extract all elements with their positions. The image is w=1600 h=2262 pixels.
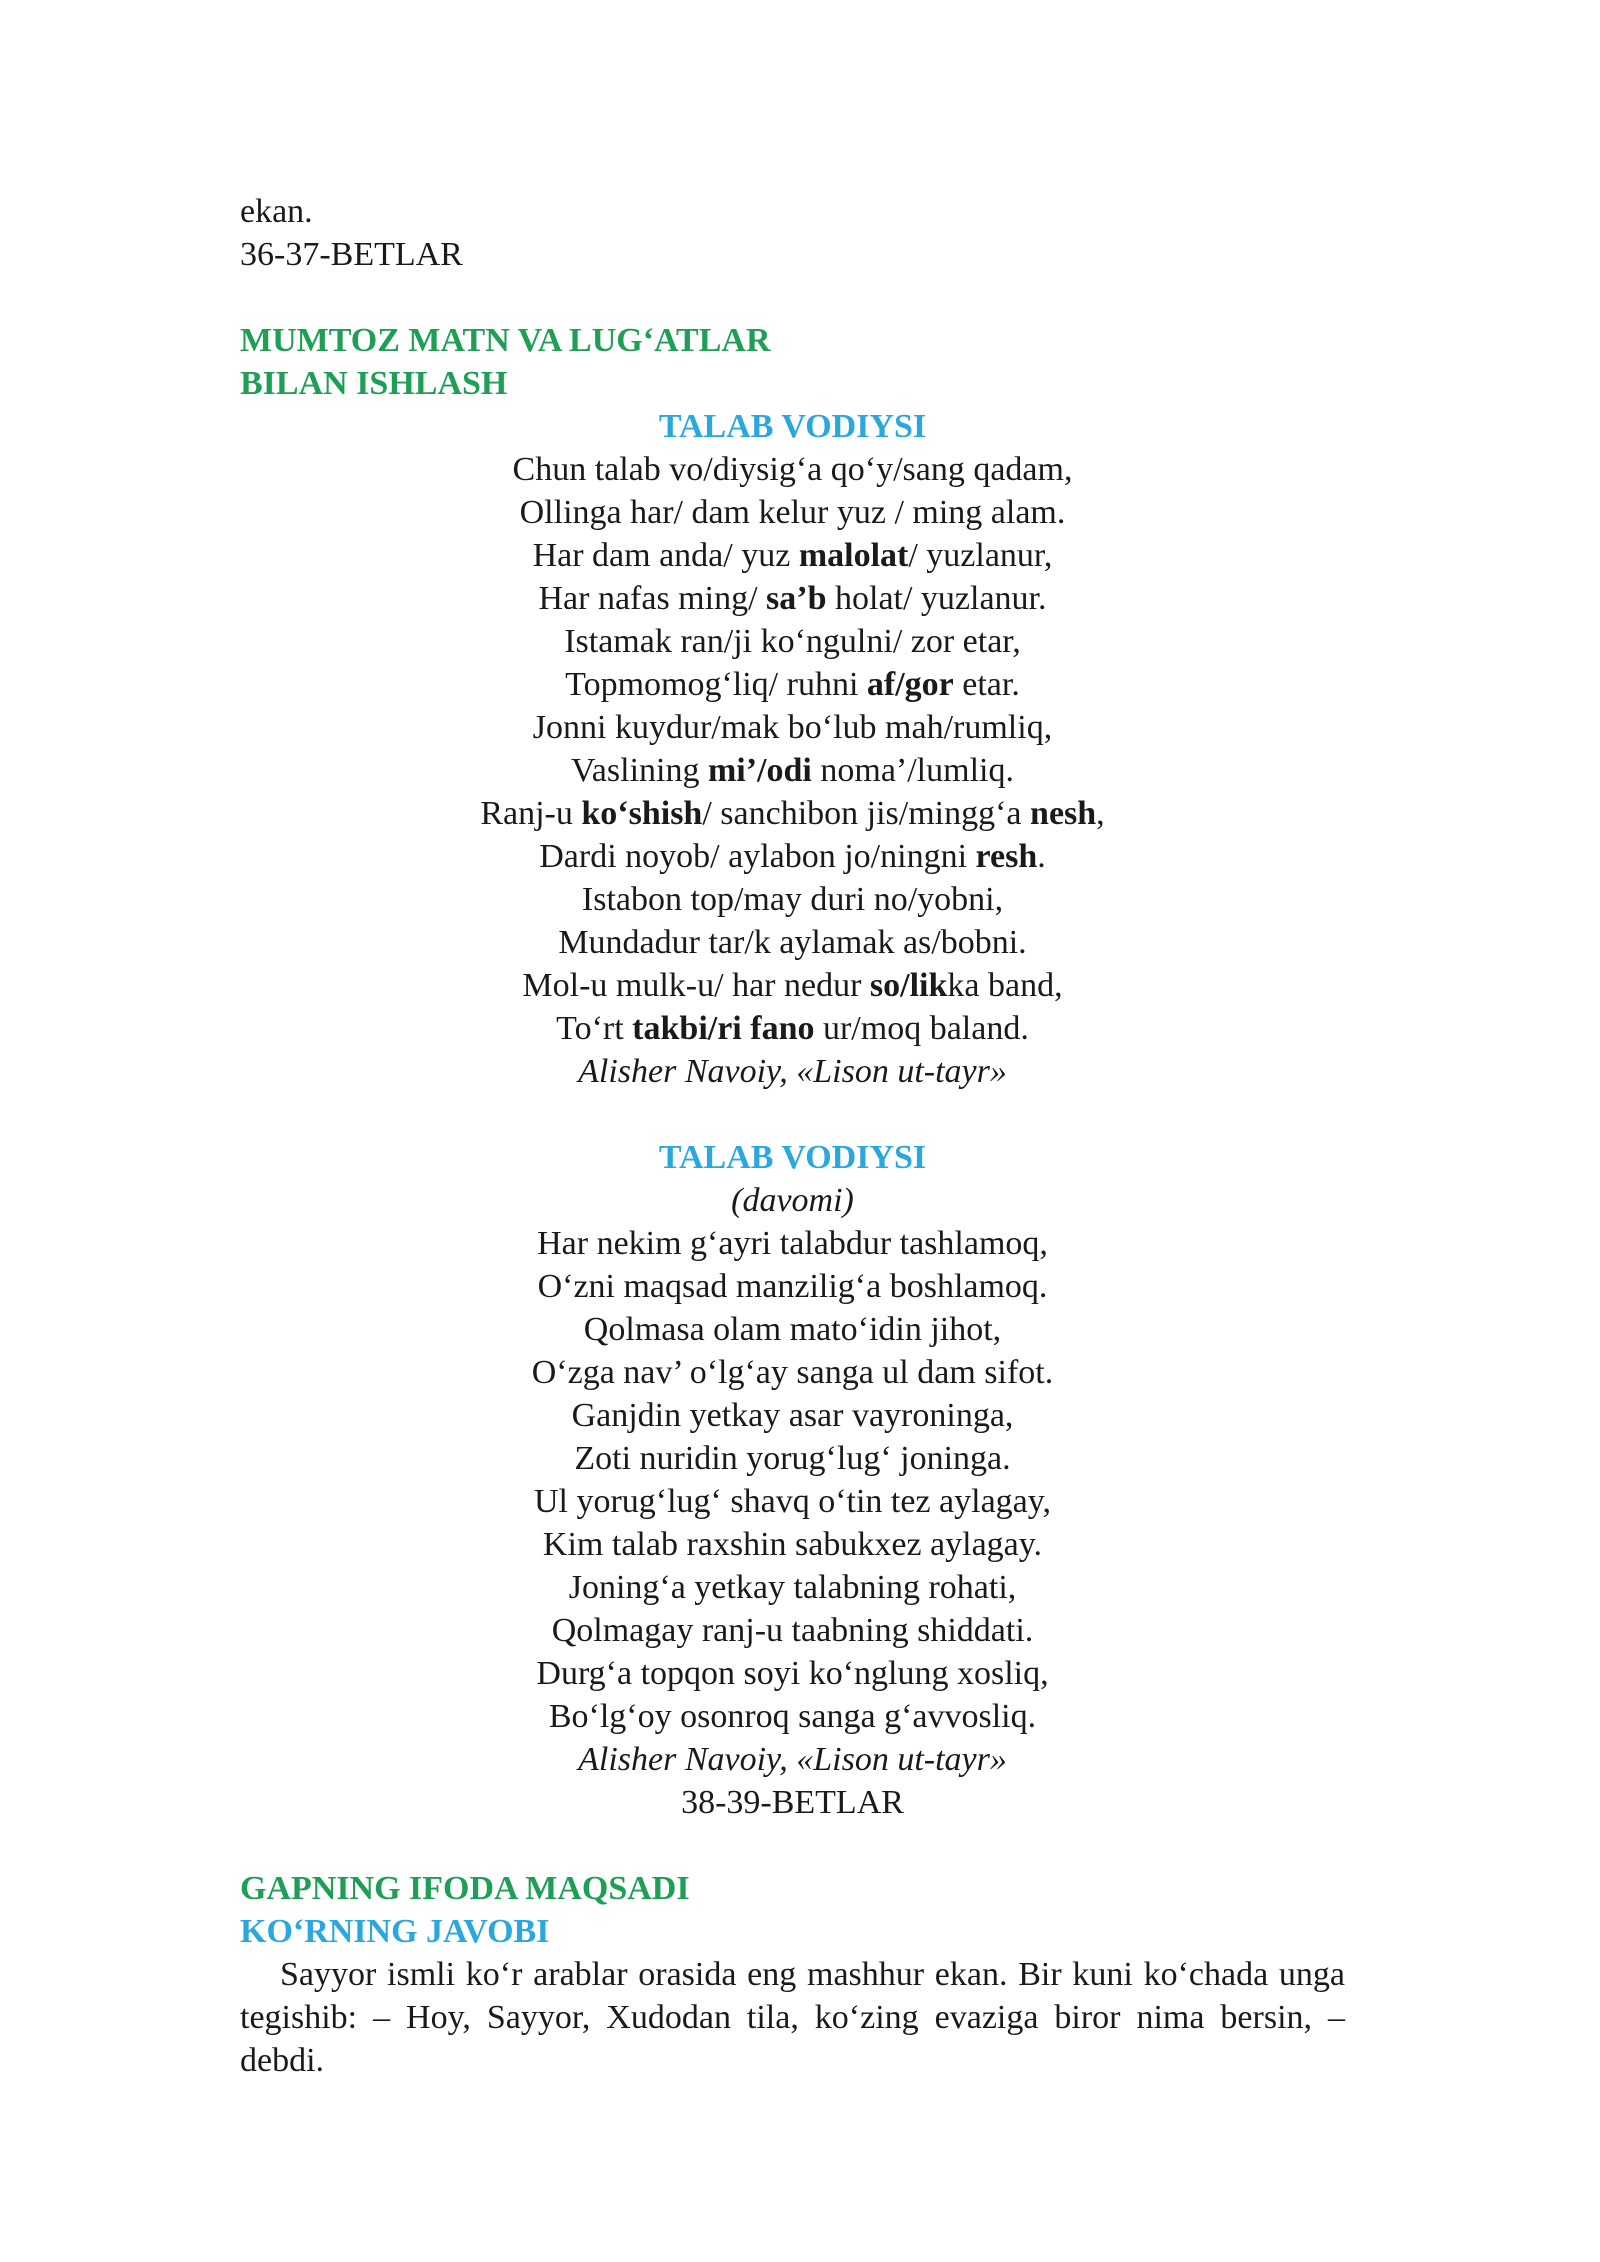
poem-text: Har nafas ming/ <box>538 580 767 617</box>
spacer <box>240 1824 1345 1867</box>
poem-line <box>240 792 1345 835</box>
poem-line: O‘zni maqsad manzilig‘a boshlamoq. <box>537 1268 1048 1305</box>
poem-line: O‘zga nav’ o‘lg‘ay sanga ul dam sifot. <box>531 1354 1054 1391</box>
poem-text: Mundadur tar/k aylamak as/bobni. <box>558 924 1027 961</box>
glossary-term: af/gor <box>866 666 954 703</box>
poem-title: TALAB VODIYSI <box>658 1139 927 1176</box>
poem-subtitle: (davomi) <box>731 1182 854 1219</box>
poem-text: / yuzlanur, <box>908 537 1053 574</box>
poem-title: TALAB VODIYSI <box>658 408 927 445</box>
poem-text: Topmomog‘liq/ ruhni <box>565 666 867 703</box>
poem-line <box>240 448 1345 491</box>
poem-line: Durg‘a topqon soyi ko‘nglung xosliq, <box>536 1655 1049 1692</box>
story-title: KO‘RNING JAVOBI <box>240 1913 550 1950</box>
poem-text: ur/moq baland. <box>814 1010 1029 1047</box>
poem-text: Dardi noyob/ aylabon jo/ningni <box>539 838 976 875</box>
glossary-term: ko‘shish <box>581 795 703 832</box>
poem-line <box>240 663 1345 706</box>
poem-body <box>240 1222 1345 1738</box>
poem-text: To‘rt <box>556 1010 633 1047</box>
poem-line <box>240 878 1345 921</box>
poem-line: Zoti nuridin yorug‘lug‘ joninga. <box>574 1440 1011 1477</box>
poem-line: Qolmasa olam mato‘idin jihot, <box>583 1311 1002 1348</box>
poem-text: Ollinga har/ dam kelur yuz / ming alam. <box>519 494 1066 531</box>
poem-line: Qolmagay ranj-u taabning shiddati. <box>551 1612 1034 1649</box>
poem-text: , <box>1096 795 1105 832</box>
poem-line <box>240 1007 1345 1050</box>
document-page <box>240 190 1345 2082</box>
poem-text: Istabon top/may duri no/yobni, <box>581 881 1004 918</box>
glossary-term: takbi/ri fano <box>632 1010 815 1047</box>
poem-author: Alisher Navoiy, «Lison ut-tayr» <box>578 1741 1007 1778</box>
poem-line <box>240 921 1345 964</box>
poem-text: holat/ yuzlanur. <box>826 580 1047 617</box>
poem-text: ka band, <box>947 967 1063 1004</box>
glossary-term: so/lik <box>869 967 948 1004</box>
poem-text: Ranj-u <box>480 795 582 832</box>
poem-text: Mol-u mulk-u/ har nedur <box>522 967 870 1004</box>
glossary-term: resh <box>975 838 1038 875</box>
poem-line <box>240 491 1345 534</box>
poem-text: Vaslining <box>571 752 708 789</box>
poem-text: . <box>1037 838 1046 875</box>
poem-line: Bo‘lg‘oy osonroq sanga g‘avvosliq. <box>548 1698 1037 1735</box>
poem-line: Ul yorug‘lug‘ shavq o‘tin tez aylagay, <box>533 1483 1052 1520</box>
poem-line <box>240 577 1345 620</box>
poem-text: etar. <box>953 666 1020 703</box>
poem-text: Istamak ran/ji ko‘ngulni/ zor etar, <box>564 623 1021 660</box>
glossary-term: sa’b <box>766 580 827 617</box>
poem-line <box>240 620 1345 663</box>
poem-line: Har nekim g‘ayri talabdur tashlamoq, <box>537 1225 1048 1262</box>
poem-body <box>240 448 1345 1050</box>
glossary-term: malolat <box>798 537 909 574</box>
poem-text: / sanchibon jis/mingg‘a <box>702 795 1031 832</box>
poem-text: Har dam anda/ yuz <box>532 537 799 574</box>
poem-line <box>240 835 1345 878</box>
page-reference: 38-39-BETLAR <box>681 1784 904 1821</box>
poem-line: Kim talab raxshin sabukxez aylagay. <box>542 1526 1043 1563</box>
section-heading: GAPNING IFODA MAQSADI <box>240 1870 690 1907</box>
text-line: ekan. <box>240 193 313 230</box>
poem-author: Alisher Navoiy, «Lison ut-tayr» <box>578 1053 1007 1090</box>
poem-line <box>240 706 1345 749</box>
poem-text: Jonni kuydur/mak bo‘lub mah/rumliq, <box>532 709 1053 746</box>
glossary-term: nesh <box>1030 795 1097 832</box>
poem-line <box>240 964 1345 1007</box>
poem-line: Joning‘a yetkay talabning rohati, <box>568 1569 1017 1606</box>
poem-text: Chun talab vo/diysig‘a qo‘y/sang qadam, <box>512 451 1073 488</box>
spacer <box>240 1093 1345 1136</box>
poem-line: Ganjdin yetkay asar vayroninga, <box>571 1397 1014 1434</box>
page-reference: 36-37-BETLAR <box>240 236 463 273</box>
story-paragraph: Sayyor ismli ko‘r arablar orasida eng mashhur ekan. Bir kuni ko‘chada unga tegishib: – Hoy, Sayyor, Xudodan tila, ko‘zing evaziga biror nima bersin, – debdi. <box>240 1956 1345 2079</box>
poem-line <box>240 749 1345 792</box>
spacer <box>240 276 1345 319</box>
section-heading: BILAN ISHLASH <box>240 365 508 402</box>
section-heading: MUMTOZ MATN VA LUG‘ATLAR <box>240 322 771 359</box>
poem-line <box>240 534 1345 577</box>
poem-text: noma’/lumliq. <box>811 752 1014 789</box>
glossary-term: mi’/odi <box>707 752 812 789</box>
